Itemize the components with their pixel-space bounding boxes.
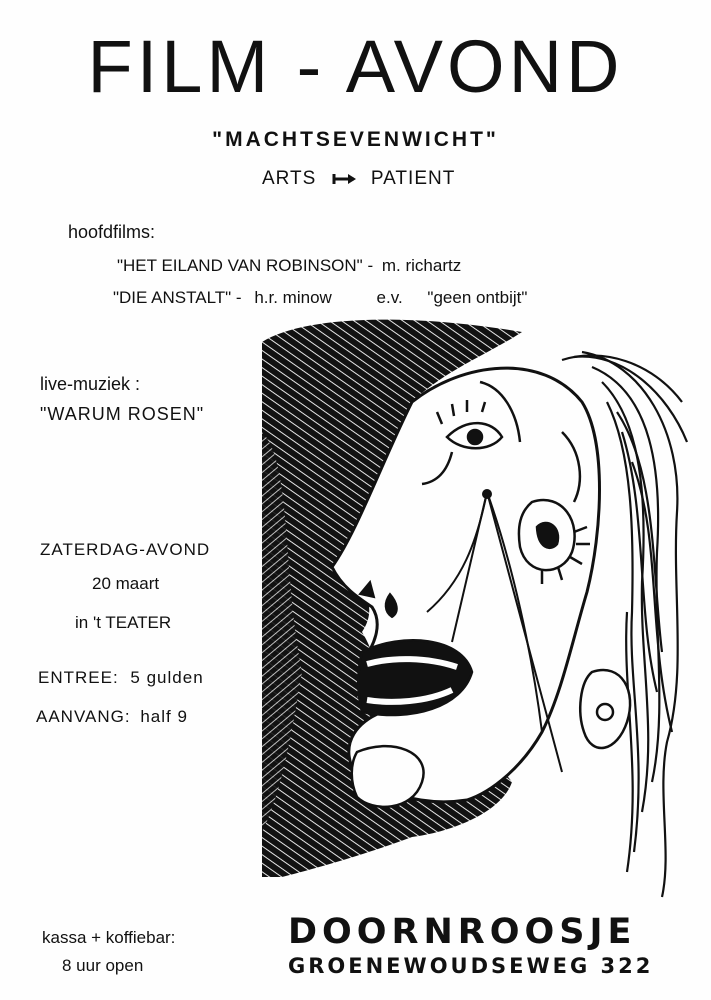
aanvang-value: half 9 [140,707,188,726]
poster-subtitle: "MACHTSEVENWICHT" [212,128,499,151]
kassa-line2: 8 uur open [62,956,144,975]
film-2 [113,288,527,308]
chin-hand [352,746,424,807]
double-arrow-icon [331,173,357,185]
kassa-line1: kassa + koffiebar: [42,928,176,947]
portrait-illustration [262,312,692,902]
event-date: 20 maart [92,574,160,593]
aanvang-label: AANVANG: [36,707,131,726]
ear [580,670,630,748]
music-heading: live-muziek : [40,374,141,394]
entree [38,668,204,688]
theme-left: ARTS [262,168,317,189]
film-1-director: m. richartz [381,256,462,275]
film-1-title: "HET EILAND VAN ROBINSON" [117,256,363,275]
venue-name: DOORNROOSJE [288,912,637,952]
film-2-extra-label: e.v. [376,288,403,307]
aanvang [36,707,188,727]
film-2-sep: - [235,288,242,307]
film-2-title: "DIE ANSTALT" [113,288,232,307]
theme-line [262,168,455,190]
film-1 [117,256,461,276]
event-place: in 't TEATER [75,613,172,632]
venue-address: GROENEWOUDSEWEG 322 [288,954,654,978]
film-1-sep: - [367,256,374,275]
entree-value: 5 gulden [130,668,204,687]
event-day: ZATERDAG-AVOND [40,540,211,559]
film-2-director: h.r. minow [254,288,332,307]
entree-label: ENTREE: [38,668,119,687]
films-heading: hoofdfilms: [68,222,156,242]
poster-title: FILM - AVOND [87,25,624,108]
music-band: "WARUM ROSEN" [40,404,205,424]
film-2-extra-title: "geen ontbijt" [427,288,528,307]
theme-right: PATIENT [370,168,456,189]
